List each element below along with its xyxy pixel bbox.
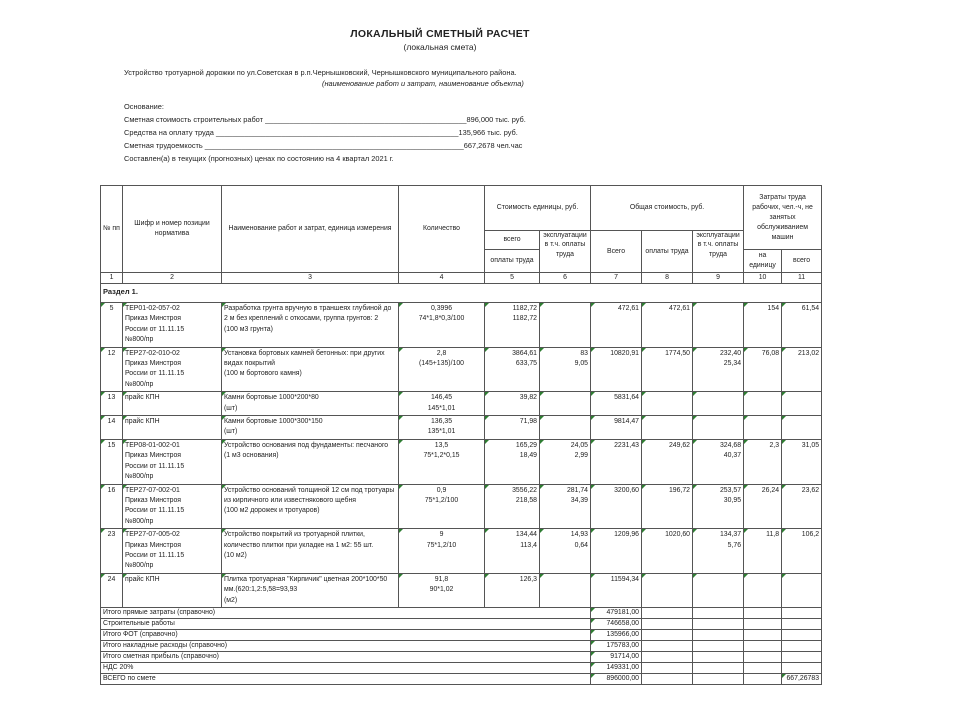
total-row: [101, 607, 822, 618]
total-label: Итого ФОТ (справочно): [101, 629, 591, 640]
total-empty-cell: [642, 640, 693, 651]
total-labor: 667,26783: [782, 673, 822, 684]
column-number-6: 6: [540, 273, 591, 284]
total-row: [101, 618, 822, 629]
total-value: 135966,00: [591, 629, 642, 640]
cell-code: ТЕР27-02-010-02 Приказ Минстроя России от 11.11.15 №800/пр: [123, 347, 222, 392]
wages-line: Средства на оплату труда ___________________________________________________________135,966 тыс. руб.: [124, 128, 518, 137]
cell-qty: 0,3996 74*1,8*0,3/100: [399, 303, 485, 348]
column-number-5: 5: [485, 273, 540, 284]
table-row: [101, 439, 822, 484]
total-label: Итого сметная прибыль (справочно): [101, 651, 591, 662]
total-empty-cell: [744, 673, 782, 684]
total-label: НДС 20%: [101, 662, 591, 673]
section-row: [101, 284, 822, 303]
cell-c9: 134,37 5,76: [693, 529, 744, 574]
cell-c6: [540, 416, 591, 440]
total-empty-cell: [693, 673, 744, 684]
cell-c5: 3556,22 218,58: [485, 484, 540, 529]
header-all-total: Всего: [591, 231, 642, 273]
total-row: [101, 629, 822, 640]
cell-c11: [782, 416, 822, 440]
header-exploit-wages: в т.ч. оплаты труда: [544, 241, 586, 258]
total-row: [101, 640, 822, 651]
cell-c6: [540, 303, 591, 348]
cell-c8: 472,61: [642, 303, 693, 348]
header-labor-total: всего: [782, 250, 822, 273]
column-number-3: 3: [222, 273, 399, 284]
total-empty-cell: [744, 662, 782, 673]
cell-c5: 126,3: [485, 573, 540, 607]
cell-num: 12: [101, 347, 123, 392]
total-value: 91714,00: [591, 651, 642, 662]
cell-c8: 1774,50: [642, 347, 693, 392]
cell-qty: 9 75*1,2/10: [399, 529, 485, 574]
cell-c5: 165,29 18,49: [485, 439, 540, 484]
cell-code: прайс КПН: [123, 392, 222, 416]
total-label: Строительные работы: [101, 618, 591, 629]
table-row: [101, 303, 822, 348]
document-title: ЛОКАЛЬНЫЙ СМЕТНЫЙ РАСЧЕТ: [350, 28, 530, 40]
cell-c5: 71,98: [485, 416, 540, 440]
header-exploit-total-wages: в т.ч. оплаты труда: [697, 241, 739, 258]
header-unit-cost: Стоимость единицы, руб.: [485, 186, 591, 231]
cell-code: ТЕР01-02-057-02 Приказ Минстроя России от 11.11.15 №800/пр: [123, 303, 222, 348]
cell-c10: [744, 573, 782, 607]
cell-num: 14: [101, 416, 123, 440]
cell-c6: 83 9,05: [540, 347, 591, 392]
total-labor: [782, 618, 822, 629]
total-labor: [782, 629, 822, 640]
cell-c8: 249,62: [642, 439, 693, 484]
cell-name: Плитка тротуарная "Кирпичик" цветная 200*100*50 мм.(620:1,2:5,58=93,93 (м2): [222, 573, 399, 607]
total-empty-cell: [693, 640, 744, 651]
header-per-unit: на единицу: [744, 250, 782, 273]
cell-c6: 24,05 2,99: [540, 439, 591, 484]
table-row: [101, 484, 822, 529]
total-row: [101, 651, 822, 662]
cell-name: Камни бортовые 1000*300*150 (шт): [222, 416, 399, 440]
total-empty-cell: [642, 607, 693, 618]
cell-code: ТЕР08-01-002-01 Приказ Минстроя России от 11.11.15 №800/пр: [123, 439, 222, 484]
cell-c8: 1020,60: [642, 529, 693, 574]
total-value: 175783,00: [591, 640, 642, 651]
cell-c11: 31,05: [782, 439, 822, 484]
cell-code: прайс КПН: [123, 416, 222, 440]
cell-num: 15: [101, 439, 123, 484]
table-row: [101, 347, 822, 392]
cell-c10: 2,3: [744, 439, 782, 484]
total-empty-cell: [642, 662, 693, 673]
total-labor: [782, 640, 822, 651]
cell-name: Устройство покрытий из тротуарной плитки, количество плитки при укладке на 1 м2: 55 шт. (10 м2): [222, 529, 399, 574]
total-label: Итого прямые затраты (справочно): [101, 607, 591, 618]
cell-c9: [693, 392, 744, 416]
cell-c7: 11594,34: [591, 573, 642, 607]
total-empty-cell: [642, 618, 693, 629]
total-value: 896000,00: [591, 673, 642, 684]
total-labor: [782, 607, 822, 618]
cell-code: ТЕР27-07-002-01 Приказ Минстроя России от 11.11.15 №800/пр: [123, 484, 222, 529]
basis-label: Основание:: [124, 102, 164, 111]
header-qty: Количество: [399, 186, 485, 273]
cell-code: прайс КПН: [123, 573, 222, 607]
cell-name: Устройство основания под фундаменты: песчаного (1 м3 основания): [222, 439, 399, 484]
project-note: (наименование работ и затрат, наименование объекта): [322, 79, 524, 88]
labor-intensity-line: Сметная трудоемкость _______________________________________________________________667,2678 чел.час: [124, 141, 523, 150]
cell-c11: 23,62: [782, 484, 822, 529]
cell-c6: 281,74 34,39: [540, 484, 591, 529]
total-empty-cell: [744, 629, 782, 640]
cell-c11: 213,02: [782, 347, 822, 392]
cell-c11: 106,2: [782, 529, 822, 574]
cell-c6: [540, 392, 591, 416]
cell-num: 24: [101, 573, 123, 607]
header-code: Шифр и номер позиции норматива: [123, 186, 222, 273]
table-row: [101, 416, 822, 440]
total-empty-cell: [642, 629, 693, 640]
column-number-1: 1: [101, 273, 123, 284]
cell-c10: [744, 416, 782, 440]
section-title: Раздел 1.: [101, 284, 822, 303]
header-all: всего: [485, 231, 540, 250]
total-label: ВСЕГО по смете: [101, 673, 591, 684]
cell-c5: 1182,72 1182,72: [485, 303, 540, 348]
cell-name: Разработка грунта вручную в траншеях глубиной до 2 м без креплений с откосами, группа грунтов: 2 (100 м3 грунта): [222, 303, 399, 348]
cell-qty: 0,9 75*1,2/100: [399, 484, 485, 529]
cell-c9: 253,57 30,95: [693, 484, 744, 529]
header-row: [101, 186, 822, 231]
cell-c10: 76,08: [744, 347, 782, 392]
column-number-2: 2: [123, 273, 222, 284]
cell-c10: 154: [744, 303, 782, 348]
header-exploit-total-label: эксплуатации: [696, 232, 740, 239]
cell-c7: 10820,91: [591, 347, 642, 392]
cell-c10: 11,8: [744, 529, 782, 574]
cell-num: 13: [101, 392, 123, 416]
estimated-cost-line: Сметная стоимость строительных работ _________________________________________________896,000 тыс. руб.: [124, 115, 526, 124]
total-empty-cell: [744, 651, 782, 662]
total-empty-cell: [693, 629, 744, 640]
cell-c8: 196,72: [642, 484, 693, 529]
header-exploit-label: эксплуатации: [543, 232, 587, 239]
column-numbers-row: [101, 273, 822, 284]
column-number-7: 7: [591, 273, 642, 284]
header-labor: Затраты труда рабочих, чел.-ч, не занятых обслуживанием машин: [744, 186, 822, 250]
header-num: № пп: [101, 186, 123, 273]
total-empty-cell: [693, 607, 744, 618]
cell-c5: 3864,61 633,75: [485, 347, 540, 392]
header-exploit: [540, 231, 591, 273]
cell-c10: 26,24: [744, 484, 782, 529]
header-exploit-total: [693, 231, 744, 273]
cell-code: ТЕР27-07-005-02 Приказ Минстроя России от 11.11.15 №800/пр: [123, 529, 222, 574]
cell-c11: 61,54: [782, 303, 822, 348]
estimate-table-body: [101, 186, 822, 685]
cell-num: 16: [101, 484, 123, 529]
cell-qty: 136,35 135*1,01: [399, 416, 485, 440]
cell-c7: 1209,96: [591, 529, 642, 574]
cell-num: 23: [101, 529, 123, 574]
cell-c11: [782, 573, 822, 607]
cell-c7: 472,61: [591, 303, 642, 348]
total-value: 479181,00: [591, 607, 642, 618]
cell-c6: 14,93 0,64: [540, 529, 591, 574]
cell-c6: [540, 573, 591, 607]
total-empty-cell: [744, 640, 782, 651]
cell-c10: [744, 392, 782, 416]
total-labor: [782, 662, 822, 673]
cell-c9: 324,68 40,37: [693, 439, 744, 484]
cell-name: Камни бортовые 1000*200*80 (шт): [222, 392, 399, 416]
cell-c7: 3200,60: [591, 484, 642, 529]
total-empty-cell: [642, 673, 693, 684]
cell-c8: [642, 573, 693, 607]
cell-c9: [693, 416, 744, 440]
column-number-8: 8: [642, 273, 693, 284]
total-label: Итого накладные расходы (справочно): [101, 640, 591, 651]
cell-qty: 91,8 90*1,02: [399, 573, 485, 607]
total-labor: [782, 651, 822, 662]
cell-c7: 5831,64: [591, 392, 642, 416]
total-empty-cell: [642, 651, 693, 662]
table-row: [101, 392, 822, 416]
total-row: [101, 673, 822, 684]
cell-c9: [693, 303, 744, 348]
total-empty-cell: [744, 618, 782, 629]
table-row: [101, 529, 822, 574]
total-value: 746658,00: [591, 618, 642, 629]
cell-c5: 134,44 113,4: [485, 529, 540, 574]
compiled-line: Составлен(а) в текущих (прогнозных) ценах по состоянию на 4 квартал 2021 г.: [124, 154, 394, 163]
total-empty-cell: [744, 607, 782, 618]
cell-name: Установка бортовых камней бетонных: при других видах покрытий (100 м бортового камня): [222, 347, 399, 392]
column-number-9: 9: [693, 273, 744, 284]
cell-c8: [642, 416, 693, 440]
cell-c9: [693, 573, 744, 607]
total-empty-cell: [693, 662, 744, 673]
total-value: 149331,00: [591, 662, 642, 673]
cell-c8: [642, 392, 693, 416]
header-name: Наименование работ и затрат, единица измерения: [222, 186, 399, 273]
cell-name: Устройство оснований толщиной 12 см под тротуары из кирпичного или известнякового щебня (100 м2 дорожек и тротуаров): [222, 484, 399, 529]
column-number-10: 10: [744, 273, 782, 284]
cell-qty: 2,8 (145+135)/100: [399, 347, 485, 392]
total-empty-cell: [693, 651, 744, 662]
cell-c7: 2231,43: [591, 439, 642, 484]
cell-c7: 9814,47: [591, 416, 642, 440]
cell-qty: 146,45 145*1,01: [399, 392, 485, 416]
total-row: [101, 662, 822, 673]
total-empty-cell: [693, 618, 744, 629]
cell-c5: 39,82: [485, 392, 540, 416]
cell-qty: 13,5 75*1,2*0,15: [399, 439, 485, 484]
table-row: [101, 573, 822, 607]
document-subtitle: (локальная смета): [403, 42, 477, 52]
cell-c11: [782, 392, 822, 416]
cell-num: 5: [101, 303, 123, 348]
column-number-11: 11: [782, 273, 822, 284]
header-wages-total: оплаты труда: [642, 231, 693, 273]
column-number-4: 4: [399, 273, 485, 284]
header-total-cost: Общая стоимость, руб.: [591, 186, 744, 231]
header-unit-wages: оплаты труда: [485, 250, 540, 273]
estimate-table: [100, 185, 822, 685]
project-name: Устройство тротуарной дорожки по ул.Советская в р.п.Чернышковский, Чернышковского муниципального района.: [124, 68, 517, 77]
cell-c9: 232,40 25,34: [693, 347, 744, 392]
